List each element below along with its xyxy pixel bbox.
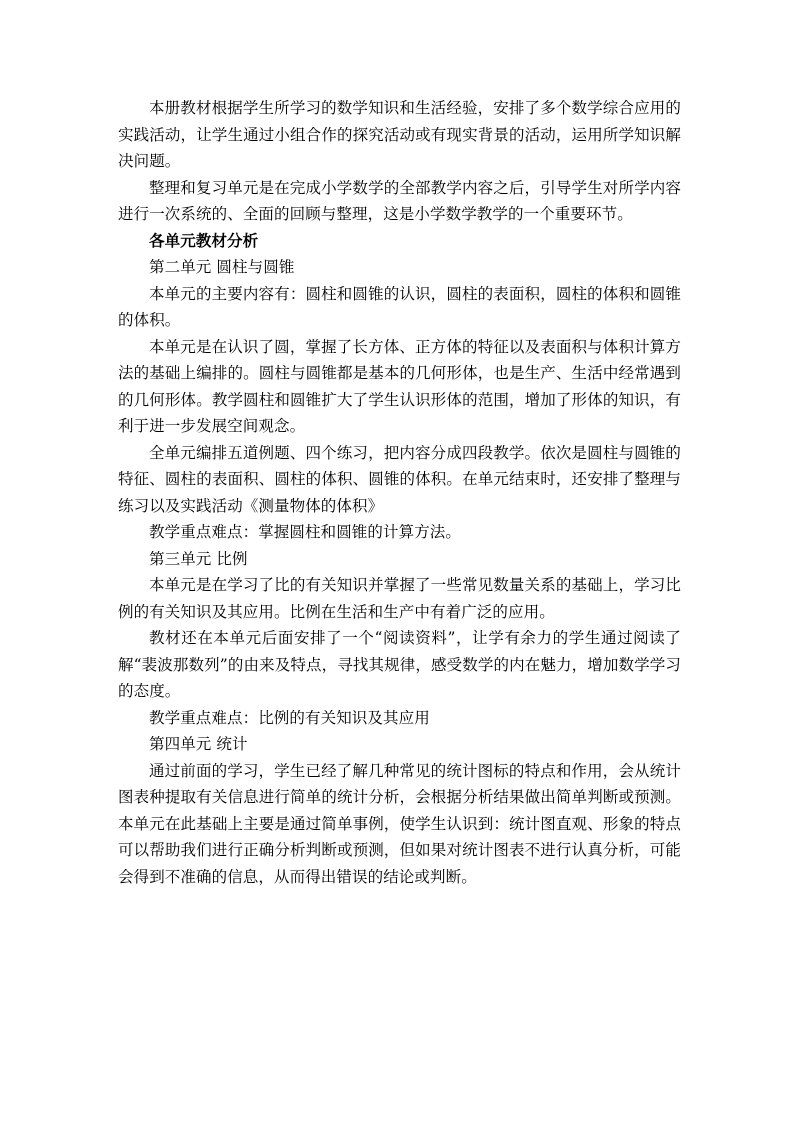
unit2-paragraph-3: 全单元编排五道例题、四个练习，把内容分成四段教学。依次是圆柱与圆锥的特征、圆柱的表面积、圆柱的体积、圆锥的体积。在单元结束时，还安排了整理与练习以及实践活动《测量物体的体积》: [118, 443, 681, 515]
unit3-title: 第三单元 比例: [149, 549, 248, 568]
section-heading: 各单元教材分析: [149, 230, 259, 250]
unit2-title: 第二单元 圆柱与圆锥: [149, 258, 295, 276]
intro-paragraph-2: 整理和复习单元是在完成小学数学的全部教学内容之后，引导学生对所学内容进行一次系统的、全面的回顾与整理，这是小学数学教学的一个重要环节。: [118, 178, 681, 223]
unit3-paragraph-1: 本单元是在学习了比的有关知识并掌握了一些常见数量关系的基础上，学习比例的有关知识及其应用。比例在生活和生产中有着广泛的应用。: [118, 576, 681, 621]
unit3-key-points: 教学重点难点：比例的有关知识及其应用: [149, 708, 430, 727]
unit2-paragraph-2: 本单元是在认识了圆，掌握了长方体、正方体的特征以及表面积与体积计算方法的基础上编排的。圆柱与圆锥都是基本的几何形体，也是生产、生活中经常遇到的几何形体。教学圆柱和圆锥扩大了学生认识形体的范围，增加了形体的知识，有利于进一步发展空间观念。: [118, 337, 681, 435]
unit3-paragraph-2: 教材还在本单元后面安排了一个“阅读资料”，让学有余力的学生通过阅读了解“裴波那数列”的由来及特点，寻找其规律，感受数学的内在魅力，增加数学学习的态度。: [118, 629, 681, 700]
unit4-title: 第四单元 统计: [149, 735, 248, 753]
unit2-key-points: 教学重点难点：掌握圆柱和圆锥的计算方法。: [149, 523, 462, 541]
unit4-paragraph-1: 通过前面的学习，学生已经了解几种常见的统计图标的特点和作用，会从统计图表种提取有关信息进行简单的统计分析，会根据分析结果做出简单判断或预测。本单元在此基础上主要是通过简单事例，使学生认识到：统计图直观、形象的特点可以帮助我们进行正确分析判断或预测，但如果对统计图表不进行认真分析，可能会得到不准确的信息，从而得出错误的结论或判断。: [118, 761, 681, 886]
unit2-paragraph-1: 本单元的主要内容有：圆柱和圆锥的认识，圆柱的表面积，圆柱的体积和圆锥的体积。: [118, 284, 681, 329]
intro-paragraph-1: 本册教材根据学生所学习的数学知识和生活经验，安排了多个数学综合应用的实践活动，让学生通过小组合作的探究活动或有现实背景的活动，运用所学知识解决问题。: [118, 99, 681, 170]
document-body: [118, 95, 681, 890]
